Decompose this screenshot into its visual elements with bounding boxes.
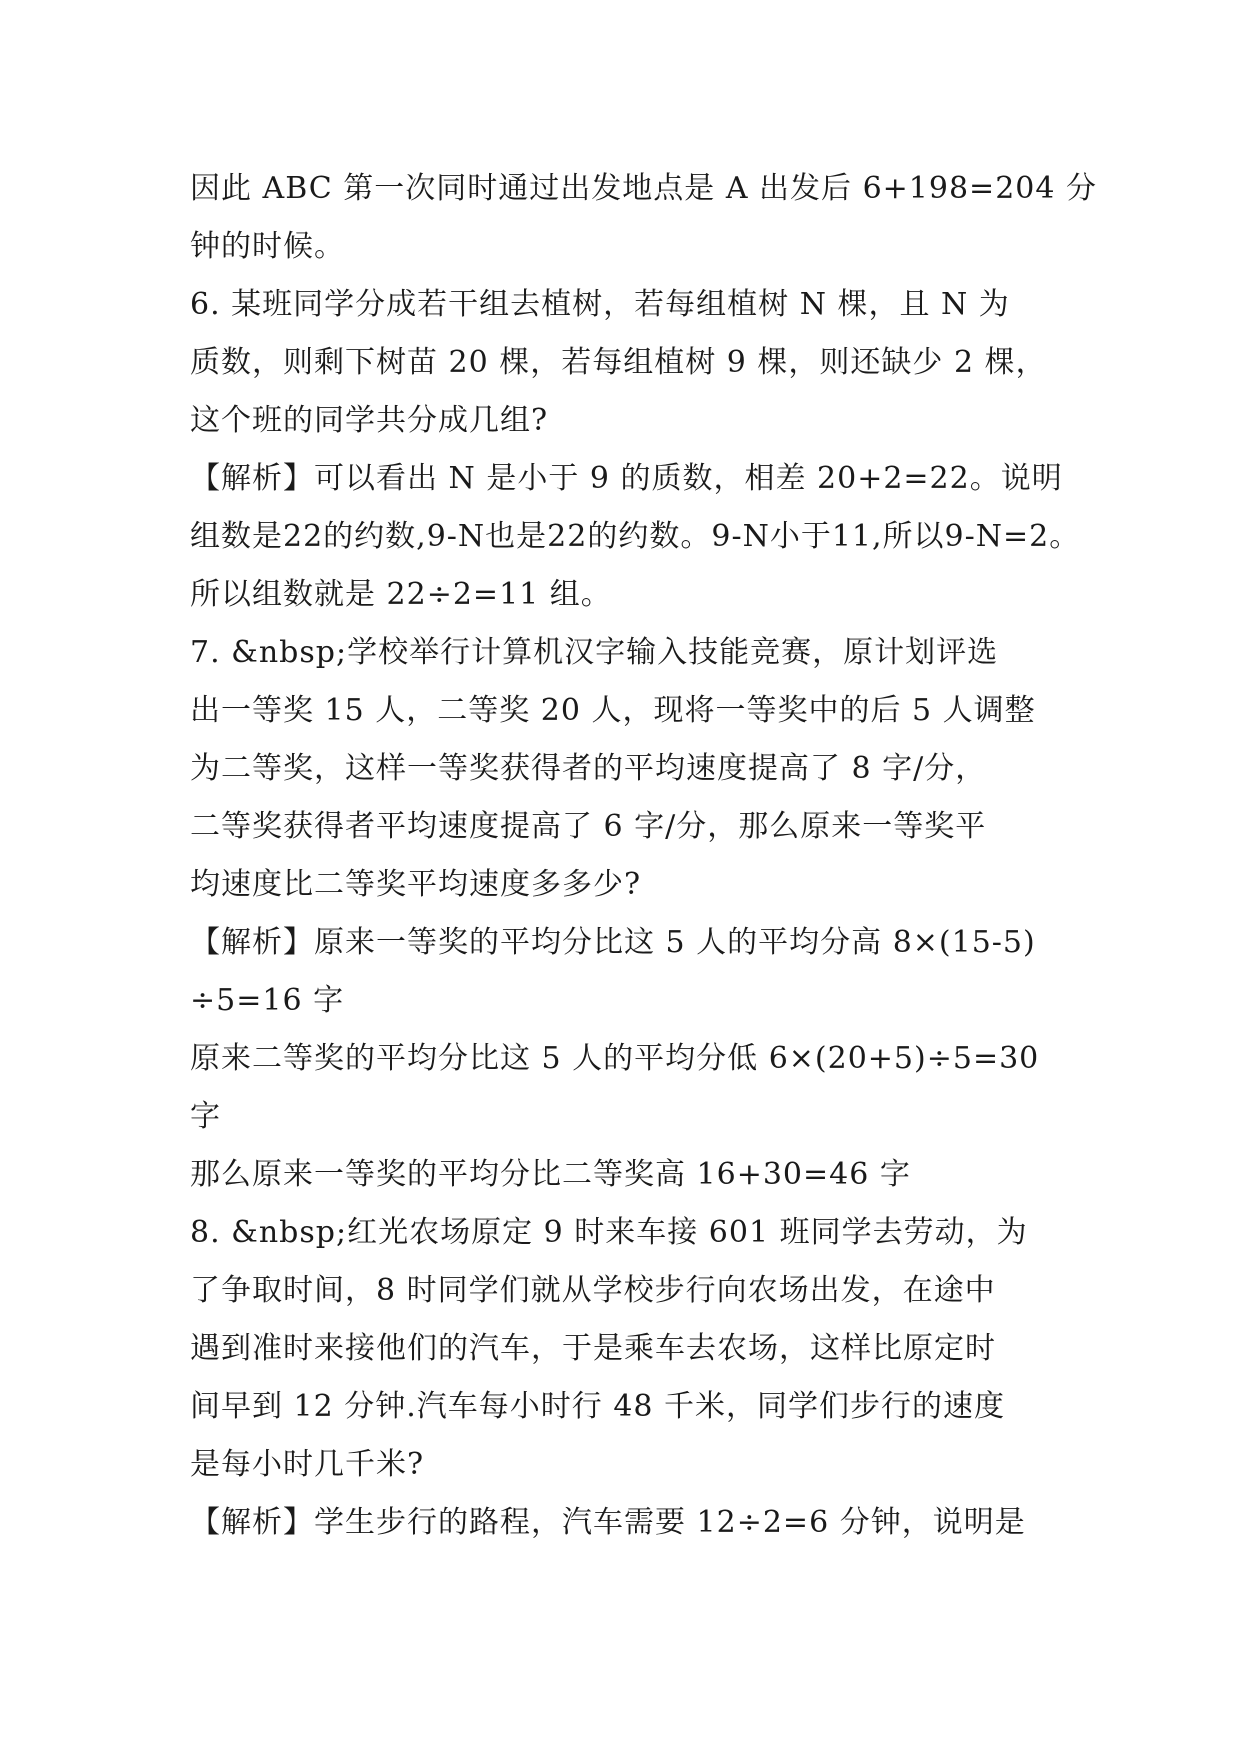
text-line: 【解析】原来一等奖的平均分比这 5 人的平均分高 8×(15-5) — [190, 925, 1036, 960]
text-line: 均速度比二等奖平均速度多多少? — [190, 867, 642, 902]
text-line: 6. 某班同学分成若干组去植树，若每组植树 N 棵，且 N 为 — [190, 287, 1010, 322]
document-body — [190, 160, 1097, 1552]
text-line: 二等奖获得者平均速度提高了 6 字/分，那么原来一等奖平 — [190, 809, 987, 844]
text-line: 因此 ABC 第一次同时通过出发地点是 A 出发后 6+198=204 分 — [190, 171, 1097, 206]
text-line: 【解析】可以看出 N 是小于 9 的质数，相差 20+2=22。说明 — [190, 461, 1063, 496]
text-line: 【解析】学生步行的路程，汽车需要 12÷2=6 分钟，说明是 — [190, 1505, 1026, 1540]
text-line: 遇到准时来接他们的汽车，于是乘车去农场，这样比原定时 — [190, 1331, 996, 1366]
text-line: 了争取时间，8 时同学们就从学校步行向农场出发，在途中 — [190, 1273, 996, 1308]
text-line: 那么原来一等奖的平均分比二等奖高 16+30=46 字 — [190, 1157, 911, 1192]
text-line: 为二等奖，这样一等奖获得者的平均速度提高了 8 字/分， — [190, 751, 987, 786]
text-line: 质数，则剩下树苗 20 棵，若每组植树 9 棵，则还缺少 2 棵， — [190, 345, 1047, 380]
text-line: 7. &nbsp;学校举行计算机汉字输入技能竞赛，原计划评选 — [190, 635, 999, 670]
text-line: 所以组数就是 22÷2=11 组。 — [190, 577, 612, 612]
text-line: 是每小时几千米? — [190, 1447, 425, 1482]
text-line: 这个班的同学共分成几组? — [190, 403, 549, 438]
text-line: 间早到 12 分钟.汽车每小时行 48 千米，同学们步行的速度 — [190, 1389, 1006, 1424]
text-line: 出一等奖 15 人，二等奖 20 人，现将一等奖中的后 5 人调整 — [190, 693, 1036, 728]
text-line: 原来二等奖的平均分比这 5 人的平均分低 6×(20+5)÷5=30 — [190, 1041, 1040, 1076]
text-line: 8. &nbsp;红光农场原定 9 时来车接 601 班同学去劳动，为 — [190, 1215, 1028, 1250]
text-line: 组数是22的约数,9-N也是22的约数。9-N小于11,所以9-N=2。 — [190, 519, 1081, 554]
text-line: 钟的时候。 — [190, 229, 345, 264]
text-line: 字 — [190, 1099, 221, 1134]
text-line: ÷5=16 字 — [190, 983, 345, 1018]
